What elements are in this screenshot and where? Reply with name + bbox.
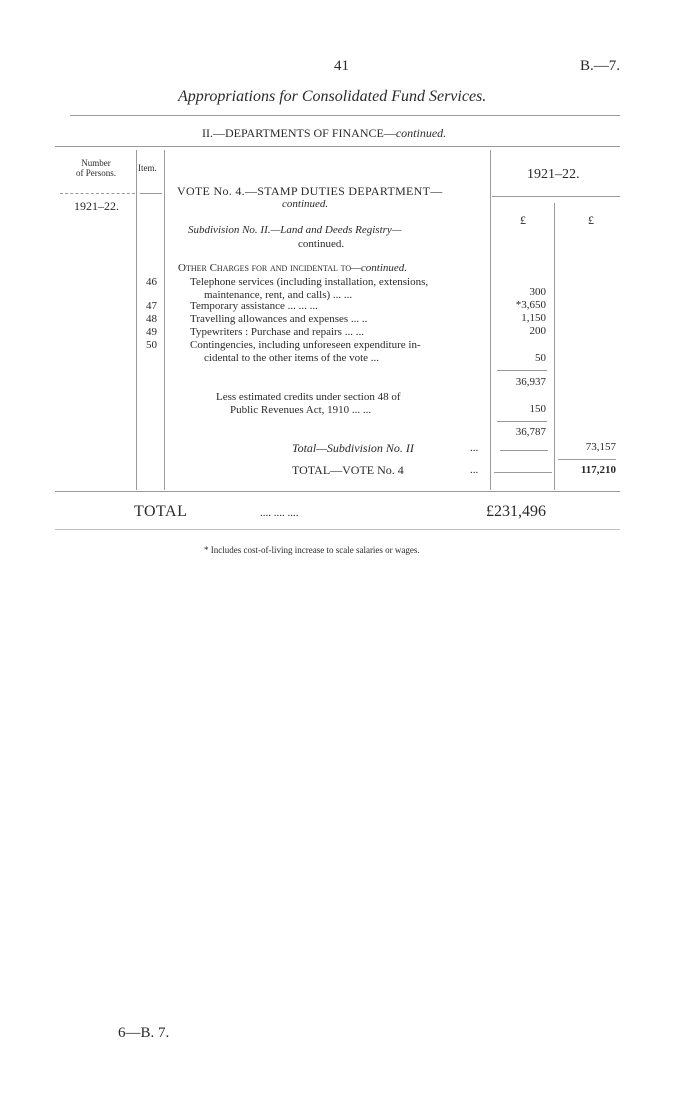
subdivision-total-label: Total—Subdivision No. II xyxy=(292,441,414,455)
item-description: Temporary assistance ... ... ... xyxy=(190,300,318,312)
net-total: 36,787 xyxy=(515,426,546,438)
credits-amount: 150 xyxy=(529,403,546,415)
page-number: 41 xyxy=(334,58,349,74)
other-charges-continued: —continued. xyxy=(351,262,408,274)
grand-total-label: TOTAL xyxy=(134,503,188,520)
item-amount: *3,650 xyxy=(515,299,546,311)
persons-year: 1921–22. xyxy=(74,199,119,213)
table-top-rule xyxy=(55,146,620,147)
persons-column-header xyxy=(58,158,134,178)
item-column-header: Item. xyxy=(138,163,157,173)
title-rule xyxy=(70,115,620,116)
item-header-rule xyxy=(140,193,162,194)
year-header-rule xyxy=(492,196,620,197)
vote-total-rule-left xyxy=(494,472,552,473)
amount-column-rule xyxy=(554,203,555,490)
item-amount: 50 xyxy=(535,352,546,364)
vote-heading: VOTE No. 4.—STAMP DUTIES DEPARTMENT— xyxy=(177,184,443,198)
grand-total-rule xyxy=(55,529,620,530)
item-amount: 300 xyxy=(529,286,546,298)
item-number: 46 xyxy=(146,276,157,288)
vote-total: 117,210 xyxy=(580,464,616,476)
item-number: 49 xyxy=(146,326,157,338)
description-column-rule xyxy=(490,150,491,490)
table-bottom-rule xyxy=(55,491,620,492)
document-reference: B.—7. xyxy=(580,58,621,74)
item-number: 50 xyxy=(146,339,157,351)
section-heading-continued: continued. xyxy=(395,126,447,140)
item-description: Contingencies, including unforeseen expenditure in- xyxy=(190,339,421,351)
item-description: cidental to the other items of the vote ... xyxy=(204,352,380,364)
net-total-rule xyxy=(497,421,547,422)
grand-total-dots: .... .... .... xyxy=(260,507,299,519)
subdivision-total-rule xyxy=(500,450,548,451)
vote-total-dots: ... xyxy=(470,464,479,476)
persons-header-line1: Number xyxy=(81,158,111,168)
item-number: 48 xyxy=(146,313,157,325)
section-heading xyxy=(202,126,446,141)
grand-total: £231,496 xyxy=(486,503,546,520)
item-number: 47 xyxy=(146,300,157,312)
section-heading-main: II.—DEPARTMENTS OF FINANCE— xyxy=(202,126,396,140)
item-description: maintenance, rent, and calls) ... ... xyxy=(204,289,353,301)
other-charges-heading xyxy=(178,262,407,274)
currency-right: £ xyxy=(588,213,594,227)
item-amount: 1,150 xyxy=(521,312,546,324)
item-column-rule xyxy=(164,150,165,490)
persons-header-rule xyxy=(60,193,135,194)
item-amount: 200 xyxy=(529,325,546,337)
item-description: Travelling allowances and expenses ... .. xyxy=(190,313,368,325)
year-column-header: 1921–22. xyxy=(527,167,580,182)
item-description: Typewriters : Purchase and repairs ... ... xyxy=(190,326,364,338)
less-credits-line1: Less estimated credits under section 48 of xyxy=(216,391,401,403)
persons-column-rule xyxy=(136,150,137,490)
item-description: Telephone services (including installation, extensions, xyxy=(190,276,429,288)
persons-header-line2: of Persons. xyxy=(76,168,116,178)
page-footer: 6—B. 7. xyxy=(118,1025,170,1041)
subdivision-total: 73,157 xyxy=(585,441,616,453)
footnote: * Includes cost-of-living increase to scale salaries or wages. xyxy=(204,545,420,555)
less-credits-line2: Public Revenues Act, 1910 ... ... xyxy=(230,404,372,416)
vote-total-label: TOTAL—VOTE No. 4 xyxy=(292,463,404,477)
vote-total-top-rule xyxy=(558,459,616,460)
subdivision-total-dots: ... xyxy=(470,442,479,454)
currency-left: £ xyxy=(520,213,526,227)
gross-total: 36,937 xyxy=(515,376,546,388)
gross-total-rule xyxy=(497,370,547,371)
page-title: Appropriations for Consolidated Fund Services. xyxy=(178,88,487,105)
other-charges-text: Other Charges for and incidental to xyxy=(178,262,352,274)
subdivision-heading: Subdivision No. II.—Land and Deeds Registry— xyxy=(188,224,402,236)
subdivision-continued: continued. xyxy=(298,238,345,250)
vote-heading-continued: continued. xyxy=(282,198,329,210)
